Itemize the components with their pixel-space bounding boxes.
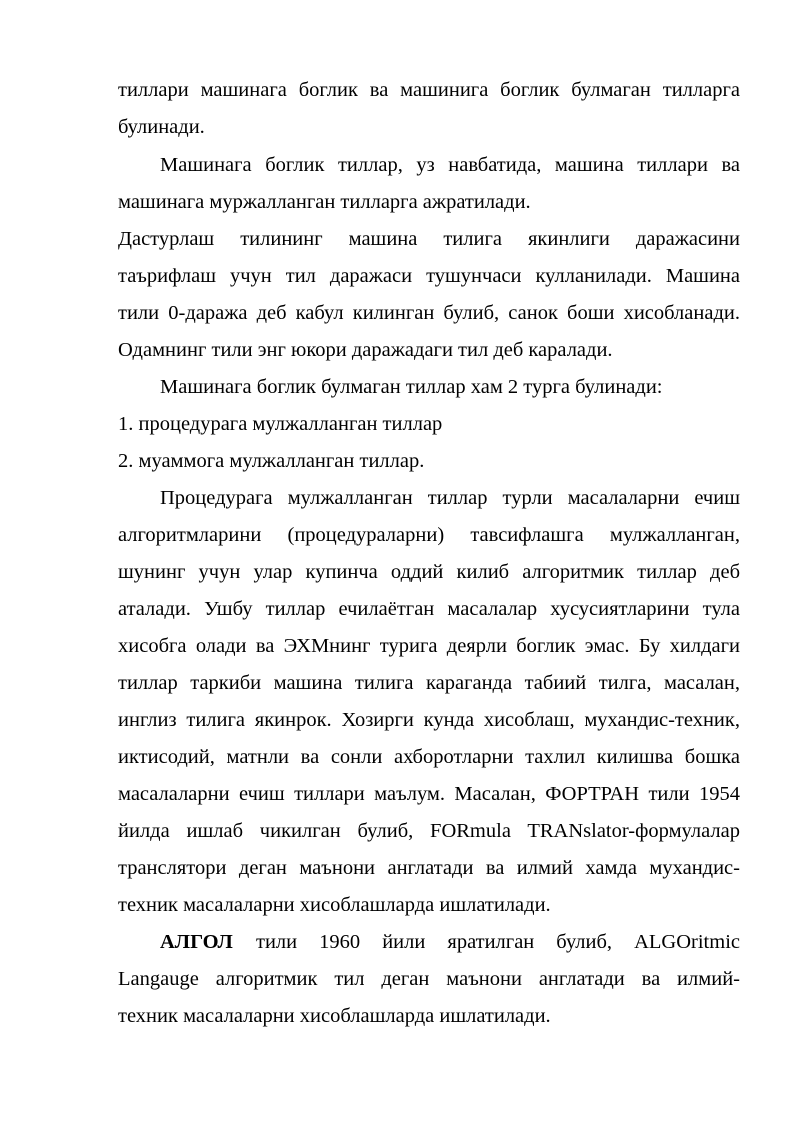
text-line: транслятори деган маънони англатади ва илмий хамда мухандис- <box>118 857 740 879</box>
text-line: тиллари машинага боглик ва машинига боглик булмаган тилларга <box>118 79 740 101</box>
text-line: Одамнинг тили энг юкори даражадаги тил деб каралади. <box>118 339 613 361</box>
list-item: 2. муаммога мулжалланган тиллар. <box>118 450 425 472</box>
text-line: масалаларни ечиш тиллари маълум. Масалан, ФОРТРАН тили 1954 <box>118 783 740 805</box>
text-line: аталади. Ушбу тиллар ечилаётган масалалар хусусиятларини тула <box>118 598 740 620</box>
bold-term: АЛГОЛ <box>160 931 233 953</box>
paragraph-first-line: Машинага боглик булмаган тиллар хам 2 турга булинади: <box>160 376 663 398</box>
text-line: иктисодий, матнли ва сонли ахборотларни тахлил килишва бошка <box>118 746 740 768</box>
text-line: тили 1960 йили яратилган булиб, ALGOritmic <box>256 931 740 953</box>
text-line: техник масалаларни хисоблашларда ишлатилади. <box>118 894 551 916</box>
text-line: техник масалаларни хисоблашларда ишлатилади. <box>118 1005 551 1027</box>
text-line: шунинг учун улар купинча оддий килиб алгоритмик тиллар деб <box>118 561 740 583</box>
text-line: тиллар таркиби машина тилига караганда табиий тилга, масалан, <box>118 672 740 694</box>
text-line: йилда ишлаб чикилган булиб, FORmula TRANslator-формулалар <box>118 820 740 842</box>
text-line: Langauge алгоритмик тил деган маънони англатади ва илмий- <box>118 968 740 990</box>
text-line: булинади. <box>118 116 205 138</box>
paragraph-first-line: Процедурага мулжалланган тиллар турли масалаларни ечиш <box>160 487 740 509</box>
text-line: хисобга олади ва ЭХМнинг турига деярли боглик эмас. Бу хилдаги <box>118 635 740 657</box>
text-line: машинага муржалланган тилларга ажратилади. <box>118 191 531 213</box>
text-line: инглиз тилига якинрок. Хозирги кунда хисоблаш, мухандис-техник, <box>118 709 740 731</box>
text-line: таърифлаш учун тил даражаси тушунчаси кулланилади. Машина <box>118 265 740 287</box>
text-line: Дастурлаш тилининг машина тилига якинлиги даражасини <box>118 228 740 250</box>
text-line: тили 0-даража деб кабул килинган булиб, санок боши хисобланади. <box>118 302 740 324</box>
text-line: алгоритмларини (процедураларни) тавсифлашга мулжалланган, <box>118 524 740 546</box>
paragraph-first-line: Машинага боглик тиллар, уз навбатида, машина тиллари ва <box>160 154 740 176</box>
list-item: 1. процедурага мулжалланган тиллар <box>118 413 443 435</box>
